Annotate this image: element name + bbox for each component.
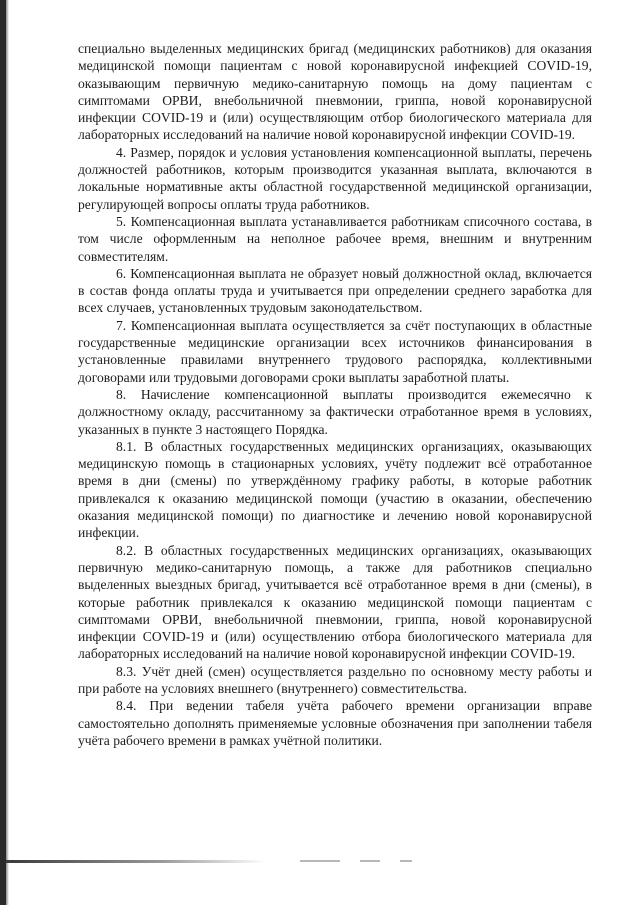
paragraph-item-8: 8. Начисление компенсационной выплаты производится ежемесячно к должностному окладу, рассчитанному за фактически отработанное время в условиях, указанных в пункте 3 настоящего Порядка. <box>78 386 592 437</box>
paragraph-continued: специально выделенных медицинских бригад (медицинских работников) для оказания медицинской помощи пациентам с новой коронавирусной инфекцией COVID-19, оказывающим первичную медико-санитарную помощь на дому пациентам с симптомами ОРВИ, внебольничной пневмонии, гриппа, новой коронавирусной инфекции COVID-19 и (или) осуществляющим отбор биологического материала для лабораторных исследований на наличие новой коронавирусной инфекции COVID-19. <box>78 41 592 143</box>
scan-dust-artifact <box>400 860 412 862</box>
scan-dust-artifact <box>360 860 380 862</box>
scan-bottom-artifact <box>6 860 266 863</box>
paragraph-item-8-3: 8.3. Учёт дней (смен) осуществляется раздельно по основному месту работы и при работе на условиях внешнего (внутреннего) совместительства. <box>78 663 592 696</box>
paragraph-item-8-1: 8.1. В областных государственных медицинских организациях, оказывающих медицинскую помощь в стационарных условиях, учёту подлежит всё отработанное время в дни (смены) по утверждённому графику работы, в которые работник привлекался к оказанию медицинской помощи (участию в оказании, обеспечению оказания медицинской помощи) по диагностике и лечению новой коронавирусной инфекции. <box>78 438 592 541</box>
paragraph-item-4: 4. Размер, порядок и условия установления компенсационной выплаты, перечень должностей работников, которым производится указанная выплата, включаются в локальные нормативные акты областной государственной медицинской организации, регулирующей вопросы оплаты труда работников. <box>78 144 592 212</box>
paragraph-item-5: 5. Компенсационная выплата устанавливается работникам списочного состава, в том числе оформленным на неполное рабочее время, внешним и внутренним совместителям. <box>78 213 592 264</box>
scan-left-edge-shadow <box>6 0 9 905</box>
document-body <box>78 40 592 749</box>
paragraph-item-7: 7. Компенсационная выплата осуществляется за счёт поступающих в областные государственные медицинские организации всех источников финансирования в установленные правилами внутреннего трудового распорядка, коллективными договорами или трудовыми договорами сроки выплаты заработной платы. <box>78 317 592 385</box>
scan-dust-artifact <box>300 860 340 862</box>
paragraph-item-6: 6. Компенсационная выплата не образует новый должностной оклад, включается в состав фонда оплаты труда и учитывается при определении среднего заработка для всех случаев, установленных трудовым законодательством. <box>78 265 592 316</box>
paragraph-item-8-2: 8.2. В областных государственных медицинских организациях, оказывающих первичную медико-санитарную помощь, а также для работников специально выделенных выездных бригад, учитывается всё отработанное время в дни (смены), в которые работник привлекался к оказанию медицинской помощи пациентам с симптомами ОРВИ, внебольничной пневмонии, гриппа, новой коронавирусной инфекции COVID-19 и (или) осуществлению отбора биологического материала для лабораторных исследований на наличие новой коронавирусной инфекции COVID-19. <box>78 542 592 662</box>
paragraph-item-8-4: 8.4. При ведении табеля учёта рабочего времени организации вправе самостоятельно дополнять применяемые условные обозначения при заполнении табеля учёта рабочего времени в рамках учётной политики. <box>78 698 592 748</box>
